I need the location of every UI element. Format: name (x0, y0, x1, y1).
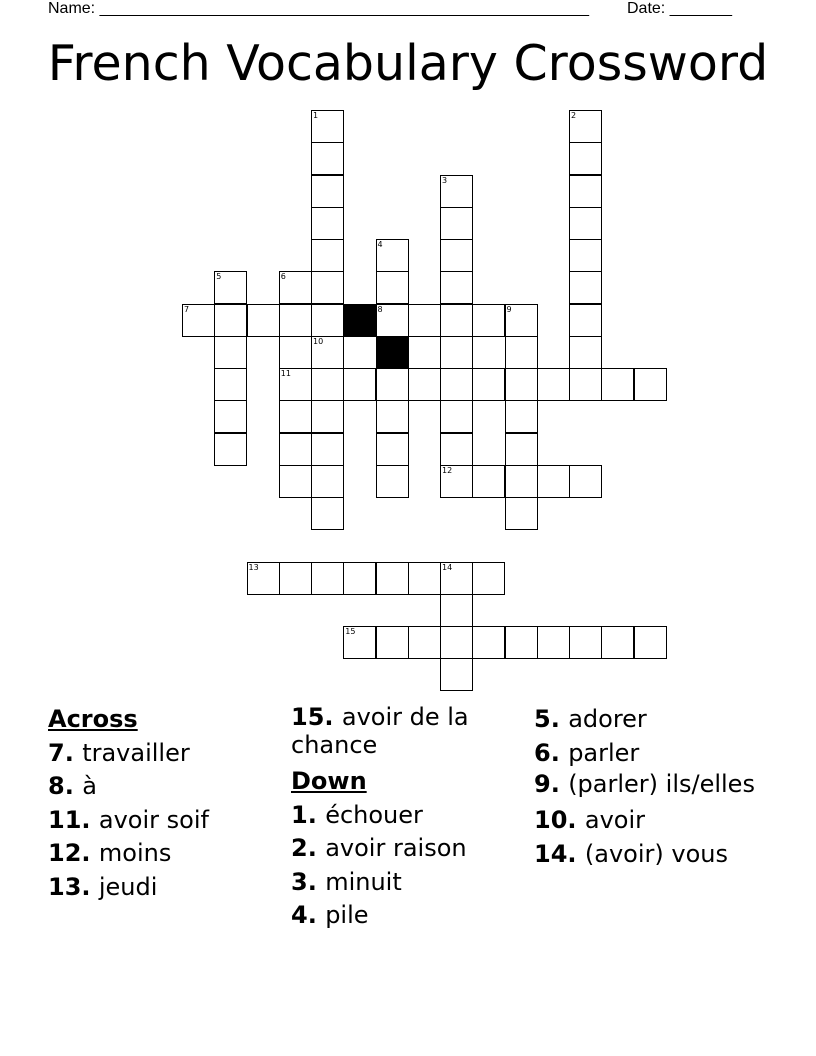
grid-cell[interactable] (440, 239, 473, 272)
clue-down-10 (534, 804, 770, 838)
grid-cell[interactable] (279, 562, 312, 595)
clue-text: à (82, 772, 97, 800)
down-heading: Down (291, 767, 367, 795)
grid-cell[interactable] (569, 271, 602, 304)
grid-cell[interactable] (408, 626, 441, 659)
grid-cell[interactable] (440, 175, 473, 208)
clue-number: 12. (48, 839, 91, 867)
grid-cell[interactable] (472, 304, 505, 337)
clue-text: parler (568, 738, 640, 767)
grid-cell[interactable] (214, 368, 247, 401)
clue-number-label: 13 (248, 562, 259, 572)
grid-cell[interactable] (440, 400, 473, 433)
clue-number: 7. (48, 738, 74, 767)
grid-cell[interactable] (472, 368, 505, 401)
grid-cell[interactable] (408, 368, 441, 401)
grid-cell[interactable] (472, 562, 505, 595)
grid-cell[interactable] (569, 110, 602, 143)
clue-number-label: 10 (313, 336, 324, 346)
clue-number-label: 9 (506, 304, 512, 314)
grid-cell[interactable] (440, 562, 473, 595)
grid-cell[interactable] (311, 562, 344, 595)
grid-cell[interactable] (440, 336, 473, 369)
clue-text: adorer (568, 705, 647, 733)
clue-number-label: 2 (571, 111, 577, 120)
clue-number-label: 6 (280, 272, 286, 282)
clue-number: 15. (291, 703, 334, 731)
clue-text: échouer (325, 800, 423, 829)
clue-number: 4. (291, 901, 317, 929)
grid-cell[interactable] (569, 368, 602, 401)
grid-cell[interactable] (376, 626, 409, 659)
grid-cell[interactable] (376, 239, 409, 272)
clue-number: 8. (48, 772, 74, 800)
grid-cell[interactable] (376, 433, 409, 466)
name-field-label: Name: _______________________________________________________ (48, 0, 589, 17)
grid-cell[interactable] (569, 239, 602, 272)
grid-cell[interactable] (311, 175, 344, 208)
clue-across-7 (48, 737, 284, 771)
grid-cell[interactable] (440, 658, 473, 691)
clue-text: (avoir) vous (584, 839, 728, 868)
clues-column-3 (534, 703, 770, 871)
clue-number: 14. (534, 839, 577, 868)
clue-number-label: 8 (377, 304, 383, 314)
grid-cell[interactable] (376, 271, 409, 304)
clue-across-11 (48, 804, 284, 838)
clue-text: avoir raison (325, 834, 467, 862)
grid-cell[interactable] (440, 304, 473, 337)
grid-cell[interactable] (279, 433, 312, 466)
grid-cell[interactable] (311, 433, 344, 466)
grid-cell[interactable] (311, 400, 344, 433)
grid-cell[interactable] (505, 626, 538, 659)
grid-cell[interactable] (311, 110, 344, 143)
grid-cell[interactable] (440, 207, 473, 240)
grid-cell[interactable] (440, 594, 473, 627)
grid-cell[interactable] (505, 497, 538, 530)
grid-cell[interactable] (634, 368, 667, 401)
clue-across-15 (291, 703, 527, 765)
grid-cell[interactable] (311, 336, 344, 369)
clue-text: avoir soif (98, 805, 209, 834)
grid-cell[interactable] (537, 465, 570, 498)
clue-number-label: 14 (442, 562, 453, 572)
grid-cell[interactable] (505, 304, 538, 337)
grid-cell[interactable] (569, 304, 602, 337)
clue-number: 13. (48, 872, 91, 901)
black-cell (343, 304, 376, 337)
clue-number: 6. (534, 738, 560, 767)
grid-cell[interactable] (279, 465, 312, 498)
grid-cell[interactable] (505, 368, 538, 401)
grid-cell[interactable] (601, 368, 634, 401)
grid-cell[interactable] (440, 271, 473, 304)
grid-cell[interactable] (537, 368, 570, 401)
clue-down-1 (291, 799, 527, 833)
grid-cell[interactable] (247, 304, 280, 337)
grid-cell[interactable] (505, 465, 538, 498)
across-heading: Across (48, 705, 138, 733)
grid-cell[interactable] (311, 368, 344, 401)
clue-number: 9. (534, 770, 560, 798)
clue-text: travailler (82, 738, 190, 767)
grid-cell[interactable] (279, 368, 312, 401)
grid-cell[interactable] (505, 336, 538, 369)
grid-cell[interactable] (634, 626, 667, 659)
grid-cell[interactable] (440, 465, 473, 498)
grid-cell[interactable] (376, 400, 409, 433)
clue-number: 5. (534, 705, 560, 733)
grid-cell[interactable] (279, 336, 312, 369)
grid-cell[interactable] (214, 433, 247, 466)
grid-cell[interactable] (311, 304, 344, 337)
clue-number: 1. (291, 800, 317, 829)
grid-cell[interactable] (182, 304, 215, 337)
clue-number-label: 11 (280, 369, 291, 378)
grid-cell[interactable] (279, 271, 312, 304)
date-field-label: Date: _______ (627, 0, 732, 17)
clue-down-4 (291, 899, 527, 933)
grid-cell[interactable] (408, 562, 441, 595)
clue-down-2 (291, 832, 527, 866)
grid-cell[interactable] (311, 207, 344, 240)
clue-number: 11. (48, 805, 91, 834)
clue-number-label: 4 (377, 240, 383, 249)
grid-cell[interactable] (440, 368, 473, 401)
clue-down-6 (534, 737, 770, 771)
clues-column-1 (48, 703, 284, 904)
grid-cell[interactable] (472, 626, 505, 659)
clue-text: pile (325, 901, 369, 929)
grid-cell[interactable] (569, 207, 602, 240)
clue-text: moins (98, 839, 172, 867)
grid-cell[interactable] (569, 336, 602, 369)
grid-cell[interactable] (601, 626, 634, 659)
grid-cell[interactable] (343, 368, 376, 401)
page-title: French Vocabulary Crossword (47, 35, 769, 92)
grid-cell[interactable] (537, 626, 570, 659)
clue-number: 10. (534, 806, 577, 834)
grid-cell[interactable] (376, 562, 409, 595)
clue-number-label: 7 (184, 304, 190, 314)
grid-cell[interactable] (505, 400, 538, 433)
grid-cell[interactable] (472, 465, 505, 498)
clue-text: minuit (325, 867, 402, 896)
grid-cell[interactable] (279, 400, 312, 433)
clues-column-2 (291, 703, 527, 933)
clue-down-9 (534, 770, 770, 804)
grid-cell[interactable] (311, 271, 344, 304)
grid-cell[interactable] (376, 304, 409, 337)
clue-down-5 (534, 703, 770, 737)
clue-across-12 (48, 837, 284, 871)
clue-number-label: 5 (216, 272, 222, 282)
grid-cell[interactable] (279, 304, 312, 337)
grid-cell[interactable] (440, 433, 473, 466)
grid-cell[interactable] (214, 336, 247, 369)
grid-cell[interactable] (214, 304, 247, 337)
grid-cell[interactable] (569, 142, 602, 175)
clue-text: avoir de la chance (291, 703, 469, 759)
clue-across-13 (48, 871, 284, 905)
clue-number-label: 3 (442, 175, 448, 185)
grid-cell[interactable] (343, 562, 376, 595)
grid-cell[interactable] (376, 368, 409, 401)
grid-cell[interactable] (569, 626, 602, 659)
grid-cell[interactable] (505, 433, 538, 466)
black-cell (376, 336, 409, 369)
clue-number-label: 1 (313, 111, 319, 120)
clue-number-label: 15 (345, 627, 356, 636)
clue-down-3 (291, 866, 527, 900)
clue-number: 2. (291, 834, 317, 862)
grid-cell[interactable] (408, 304, 441, 337)
grid-cell[interactable] (311, 142, 344, 175)
clue-text: avoir (584, 806, 646, 834)
grid-cell[interactable] (569, 465, 602, 498)
clue-across-8 (48, 770, 284, 804)
grid-cell[interactable] (311, 465, 344, 498)
clue-text: jeudi (98, 872, 158, 901)
clue-down-14 (534, 838, 770, 872)
grid-cell[interactable] (440, 626, 473, 659)
clue-number-label: 12 (442, 465, 453, 475)
grid-cell[interactable] (376, 465, 409, 498)
grid-cell[interactable] (247, 562, 280, 595)
grid-cell[interactable] (311, 239, 344, 272)
clue-text: (parler) ils/elles (568, 770, 755, 798)
grid-cell[interactable] (343, 626, 376, 659)
clue-number: 3. (291, 867, 317, 896)
grid-cell[interactable] (569, 175, 602, 208)
grid-cell[interactable] (311, 497, 344, 530)
grid-cell[interactable] (214, 400, 247, 433)
grid-cell[interactable] (214, 271, 247, 304)
